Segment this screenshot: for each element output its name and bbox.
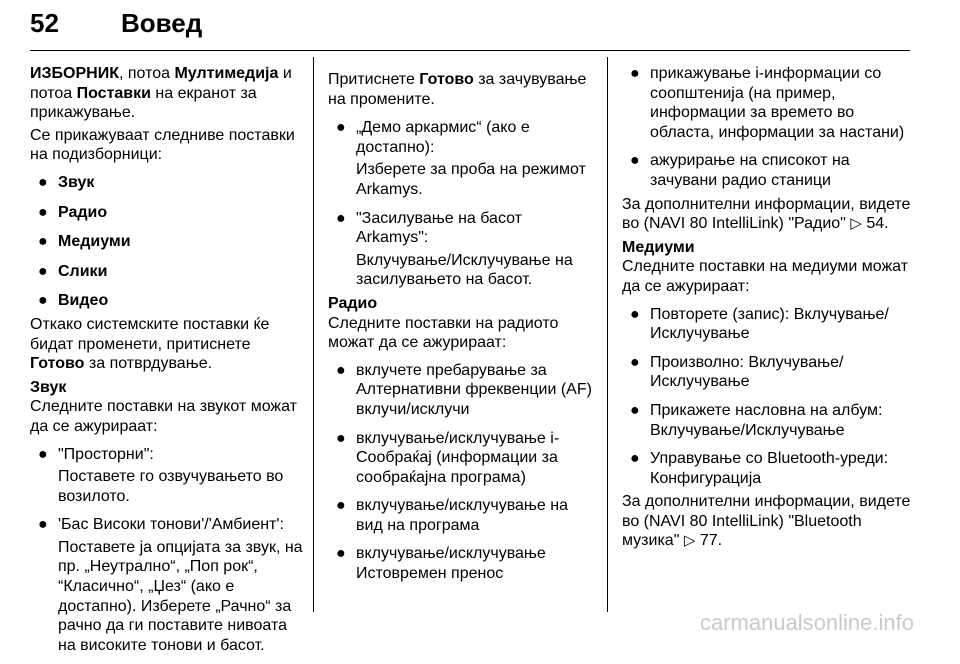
page-number: 52 xyxy=(30,8,59,38)
list-item xyxy=(30,515,305,655)
submenu-list xyxy=(30,173,305,311)
column-divider-2 xyxy=(607,57,608,612)
list-item xyxy=(328,496,598,535)
text-run: За дополнителни информации, видете во (NAVI 80 IntelliLink) "Радио" xyxy=(622,195,911,233)
bullet-icon: ● xyxy=(630,305,640,323)
item-label: прикажување i-информации со соопштенија (на пример, информации за времето во областа, информации за настани) xyxy=(650,65,905,141)
text-run: , потоа xyxy=(118,65,175,82)
column-3 xyxy=(622,64,912,554)
bullet-icon: ● xyxy=(336,361,346,379)
item-label: вклучете пребарување за Алтернативни фреквенции (AF) вклучи/исклучи xyxy=(356,361,592,418)
item-title: "Засилување на басот Arkamys": xyxy=(356,209,523,247)
item-label: вклучување/исклучување на вид на програма xyxy=(356,497,568,534)
column-divider-1 xyxy=(313,57,314,612)
arkamys-list xyxy=(328,118,598,290)
bullet-icon: ● xyxy=(38,262,48,280)
list-item xyxy=(30,262,305,282)
list-item xyxy=(622,353,912,392)
list-item xyxy=(622,151,912,190)
item-detail: Поставете ја опцијата за звук, на пр. „Неутрално“, „Поп рок“, “Класично“, „Џез“ (ако е достапно). Изберете „Рачно“ за рачно да ги поставите нивоата на високите тонови и басот. xyxy=(58,538,303,654)
bullet-icon: ● xyxy=(38,233,48,251)
list-item xyxy=(622,401,912,440)
item-detail: Изберете за проба на режимот Arkamys. xyxy=(356,161,586,198)
radio-heading: Радио xyxy=(328,294,378,312)
menu-term: ИЗБОРНИК xyxy=(30,65,119,82)
watermark: carmanualsonline.info xyxy=(699,610,914,635)
bullet-icon: ● xyxy=(38,292,48,310)
radio-text: Следните поставки на радиото можат да се ажурираат: xyxy=(328,314,559,352)
page-ref: 54. xyxy=(861,215,889,233)
bullet-icon: ● xyxy=(38,173,48,191)
item-label: Слики xyxy=(58,262,108,280)
bullet-icon: ● xyxy=(630,401,640,419)
page-ref: 77. xyxy=(695,532,723,550)
sound-list xyxy=(30,445,305,656)
radio-list xyxy=(328,361,598,584)
radio-list-continued xyxy=(622,64,912,191)
bullet-icon: ● xyxy=(38,203,48,221)
radio-reference xyxy=(622,195,912,234)
item-label: ажурирање на списокот на зачувани радио станици xyxy=(650,152,850,189)
item-detail: Вклучување/Исклучување на засилувањето на басот. xyxy=(356,251,573,289)
bullet-icon: ● xyxy=(336,119,346,137)
bullet-icon: ● xyxy=(336,209,346,227)
bullet-icon: ● xyxy=(630,65,640,82)
done-term: Готово xyxy=(419,71,474,88)
bullet-icon: ● xyxy=(336,497,346,515)
text-run: За дополнителни информации, видете во (NAVI 80 IntelliLink) "Bluetooth музика" xyxy=(622,493,911,550)
header-rule xyxy=(30,50,910,51)
item-label: Звук xyxy=(58,173,95,191)
text-run: за потврдување. xyxy=(84,355,213,373)
multimedia-term: Мултимедија xyxy=(174,65,279,82)
list-item xyxy=(328,209,598,290)
list-item xyxy=(328,544,598,583)
item-label: вклучување/исклучување i-Сообраќај (информации за сообраќајна програма) xyxy=(356,429,560,486)
text-run: Притиснете xyxy=(328,71,420,88)
item-label: Управување со Bluetooth-уреди: Конфигурација xyxy=(650,450,889,487)
done-term: Готово xyxy=(30,355,85,373)
list-item xyxy=(30,232,305,252)
media-text: Следните поставки на медиуми можат да се ажурираат: xyxy=(622,258,909,295)
item-label: Видео xyxy=(58,292,109,310)
media-heading: Медиуми xyxy=(622,238,695,256)
item-label: вклучување/исклучување Истовремен пренос xyxy=(356,545,546,583)
bullet-icon: ● xyxy=(336,429,346,447)
list-item xyxy=(328,361,598,420)
item-label: Медиуми xyxy=(58,233,131,251)
item-label: Прикажете насловна на албум: Вклучување/Исклучување xyxy=(650,401,883,439)
bullet-icon: ● xyxy=(630,353,640,371)
sound-heading: Звук xyxy=(30,378,67,396)
list-item xyxy=(30,173,305,193)
item-label: Произволно: Вклучување/ Исклучување xyxy=(650,353,844,391)
list-item xyxy=(30,445,305,507)
item-detail: Поставете го озвучувањето во возилото. xyxy=(58,468,284,505)
text-run: на екранот за прикажување. xyxy=(30,84,257,122)
list-item xyxy=(622,305,912,344)
bullet-icon: ● xyxy=(336,545,346,563)
item-label: Радио xyxy=(58,203,108,221)
bullet-icon: ● xyxy=(630,152,640,170)
sound-text: Следните поставки на звукот можат да се ажурираат: xyxy=(30,398,297,435)
list-item xyxy=(328,118,598,199)
item-title: "Просторни": xyxy=(58,445,154,463)
bullet-icon: ● xyxy=(38,445,48,463)
item-label: Повторете (запис): Вклучување/Исклучување xyxy=(650,305,889,343)
page-reference-icon: ▷ xyxy=(850,215,862,233)
submenus-text: Се прикажуваат следниве поставки на подизборници: xyxy=(30,126,295,164)
page-reference-icon: ▷ xyxy=(683,532,696,550)
settings-term: Поставки xyxy=(76,84,151,102)
done-paragraph xyxy=(328,70,598,109)
item-title: „Демо аркармис“ (ако е достапно): xyxy=(356,119,530,156)
column-2 xyxy=(328,70,598,593)
list-item xyxy=(30,291,305,311)
text-run: за зачувување на промените. xyxy=(328,71,587,108)
media-list xyxy=(622,305,912,489)
list-item xyxy=(622,64,912,142)
text-run: и потоа xyxy=(30,65,292,102)
bullet-icon: ● xyxy=(38,516,48,534)
list-item xyxy=(328,429,598,488)
media-reference xyxy=(622,492,912,551)
intro-paragraph xyxy=(30,64,305,123)
list-item xyxy=(30,203,305,223)
column-1 xyxy=(30,64,305,664)
confirm-paragraph xyxy=(30,315,305,374)
section-title: Вовед xyxy=(121,8,203,38)
item-title: 'Бас Високи тонови'/'Амбиент': xyxy=(58,516,284,534)
bullet-icon: ● xyxy=(630,450,640,468)
text-run: Откако системските поставки ќе бидат променети, притиснете xyxy=(30,315,270,353)
list-item xyxy=(622,449,912,488)
